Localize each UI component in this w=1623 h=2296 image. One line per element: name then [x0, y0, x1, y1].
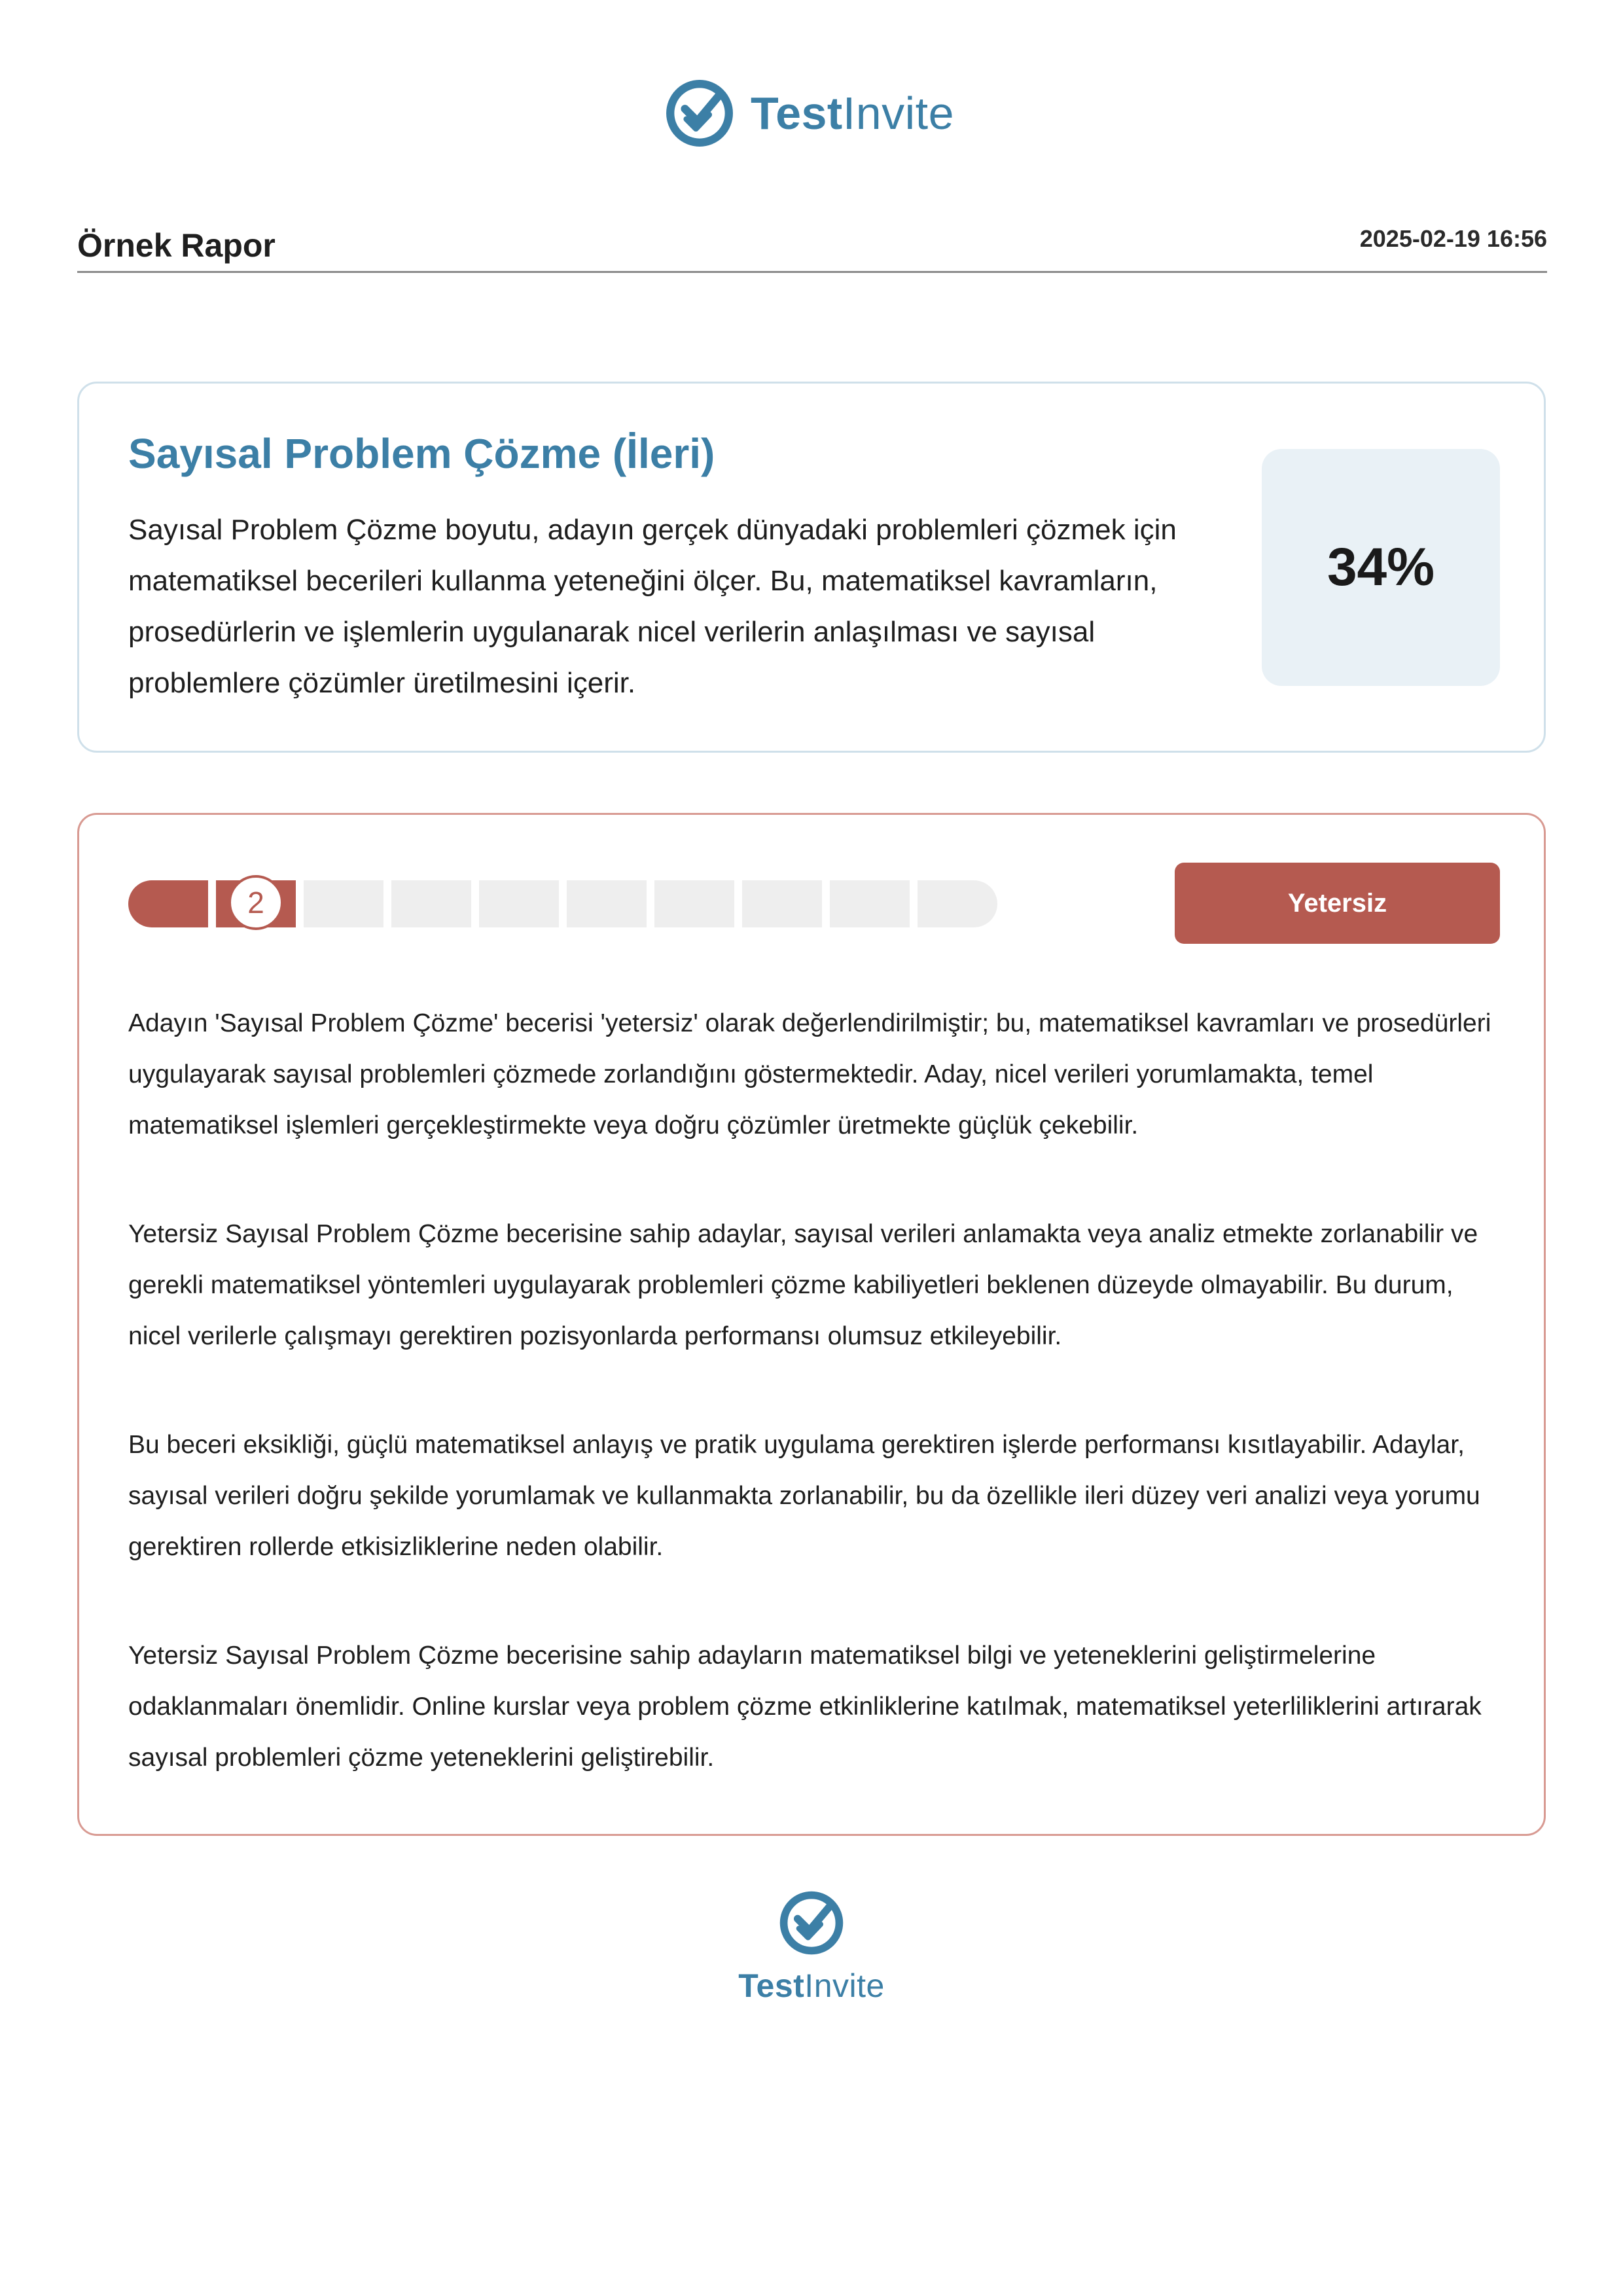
assessment-text: [128, 998, 1509, 1841]
brand-name: TestInvite: [751, 88, 955, 139]
assessment-paragraph: Yetersiz Sayısal Problem Çözme becerisine sahip adayların matematiksel bilgi ve yeteneklerini geliştirmelerine odaklanmaları önemlidir. Online kurslar veya problem çözme etkinliklerine katılmak, matematiksel yeterliliklerini artırarak sayısal problemleri çözme yeteneklerini geliştirebilir.: [128, 1641, 1482, 1772]
report-datetime: 2025-02-19 16:56: [1359, 225, 1547, 252]
brand-logo-bottom: [713, 1888, 910, 2013]
scale-segment: [391, 880, 471, 927]
scale-segment: [304, 880, 383, 927]
level-marker: 2: [228, 875, 283, 930]
report-header: [77, 216, 1547, 273]
score-value: 34%: [1262, 449, 1500, 686]
dimension-title: Sayısal Problem Çözme (İleri): [128, 430, 715, 477]
scale-segment: [128, 880, 208, 927]
assessment-paragraph: Yetersiz Sayısal Problem Çözme becerisine sahip adaylar, sayısal verileri anlamakta veya analiz etmekte zorlanabilir ve gerekli matematiksel yöntemleri uygulayarak problemleri çözme kabiliyetleri beklenen düzeyde olmayabilir. Bu durum, nicel verilerle çalışmayı gerektiren pozisyonlarda performansı olumsuz etkileyebilir.: [128, 1220, 1478, 1350]
check-badge-icon: [777, 1888, 846, 1958]
status-badge: Yetersiz: [1175, 863, 1500, 944]
scale-segment: [830, 880, 910, 927]
dimension-card: [77, 382, 1546, 753]
dimension-description: Sayısal Problem Çözme boyutu, adayın gerçek dünyadaki problemleri çözmek için matematiksel becerileri kullanma yeteneğini ölçer. Bu, matematiksel kavramların, prosedürlerin ve işlemlerin uygulanarak nicel verilerin anlaşılması ve sayısal problemlere çözümler üretilmesini içerir.: [128, 514, 1177, 699]
check-badge-icon: [663, 77, 736, 150]
scale-segment: [654, 880, 734, 927]
assessment-paragraph: Bu beceri eksikliği, güçlü matematiksel anlayış ve pratik uygulama gerektiren işlerde performansı kısıtlayabilir. Adaylar, sayısal verileri doğru şekilde yorumlamak ve kullanmakta zorlanabilir, bu da özellikle ileri düzey veri analizi veya yorumu gerektiren rollerde etkisizliklerine neden olabilir.: [128, 1431, 1480, 1561]
scale-segment: [918, 880, 997, 927]
scale-segment: [567, 880, 647, 927]
report-title: Örnek Rapor: [77, 227, 276, 264]
brand-name-bottom: TestInvite: [738, 1967, 885, 2004]
assessment-card: [77, 813, 1546, 1836]
assessment-paragraph: Adayın 'Sayısal Problem Çözme' becerisi 'yetersiz' olarak değerlendirilmiştir; bu, matematiksel kavramları ve prosedürleri uygulayarak sayısal problemleri çözmede zorlandığını göstermektedir. Aday, nicel verileri yorumlamakta, temel matematiksel işlemleri gerçekleştirmekte veya doğru çözümler üretmekte güçlük çekebilir.: [128, 1009, 1491, 1139]
level-scale: [128, 880, 999, 927]
scale-segment: [479, 880, 559, 927]
brand-logo-top: [663, 74, 964, 152]
scale-segment: [742, 880, 822, 927]
